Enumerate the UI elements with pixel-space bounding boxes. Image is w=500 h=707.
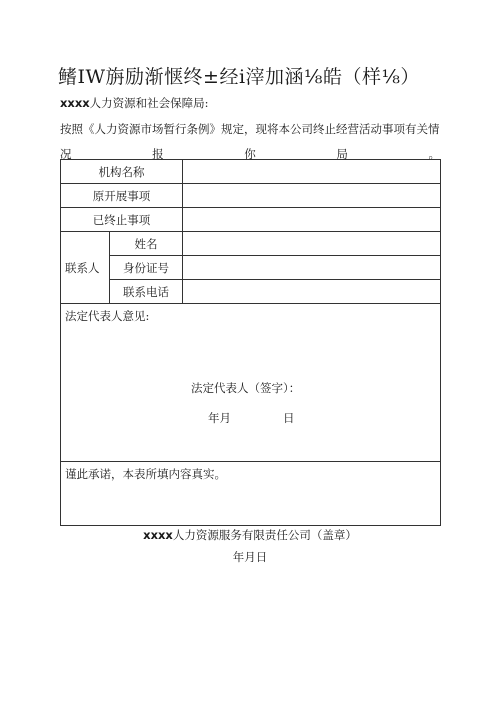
contact-group-label: 联系人 [61,232,110,304]
org-name-label: 机构名称 [61,160,183,184]
table-row [61,184,441,208]
promise-text: 谨此承诺，本表所填内容真实。 [65,467,226,481]
original-items-label: 原开展事项 [61,184,183,208]
legal-opinion-cell[interactable] [61,304,441,462]
contact-phone-label: 联系电话 [110,280,183,304]
original-items-field[interactable] [183,184,441,208]
contact-id-label: 身份证号 [110,256,183,280]
promise-cell [61,462,441,526]
legal-opinion-label: 法定代表人意见: [65,309,150,323]
table-row [61,280,441,304]
bottom-date: 年月日 [232,550,268,564]
contact-name-field[interactable] [183,232,441,256]
contact-name-label: 姓名 [110,232,183,256]
body-line2-char: 报 [152,147,164,161]
page-title: 鳍ⅠW旃励渐惬终±经ⅰ滓加涵⅛皓（样⅛） [58,66,420,88]
addressee-text: 人力资源和社会保障局: [89,96,209,110]
table-row [61,462,441,526]
table-row [61,232,441,256]
body-line2-char: 。 [428,147,440,161]
legal-date-year-month: 年月 [208,411,231,425]
company-prefix: xxxx [143,528,173,542]
body-line2-char: 况 [60,147,72,161]
table-row [61,160,441,184]
contact-id-field[interactable] [183,256,441,280]
table-row [61,256,441,280]
info-form-table [60,159,441,526]
company-text: 人力资源服务有限责任公司（盖章） [172,528,357,542]
terminated-items-label: 已终止事项 [61,208,183,232]
legal-date-line [208,410,295,426]
contact-phone-field[interactable] [183,280,441,304]
table-row [61,304,441,462]
table-row [61,208,441,232]
legal-sign-label: 法定代表人（签字）： [191,381,301,395]
org-name-field[interactable] [183,160,441,184]
addressee-prefix: xxxx [60,96,90,110]
body-paragraph-line1: 按照《人力资源市场暂行条例》规定，现将本公司终止经营活动事项有关情 [60,122,440,136]
company-seal-line [0,527,500,543]
addressee-line [60,95,209,111]
terminated-items-field[interactable] [183,208,441,232]
legal-date-day: 日 [283,411,295,425]
body-line2-char: 你 [244,147,256,161]
body-line2-char: 局 [336,147,348,161]
